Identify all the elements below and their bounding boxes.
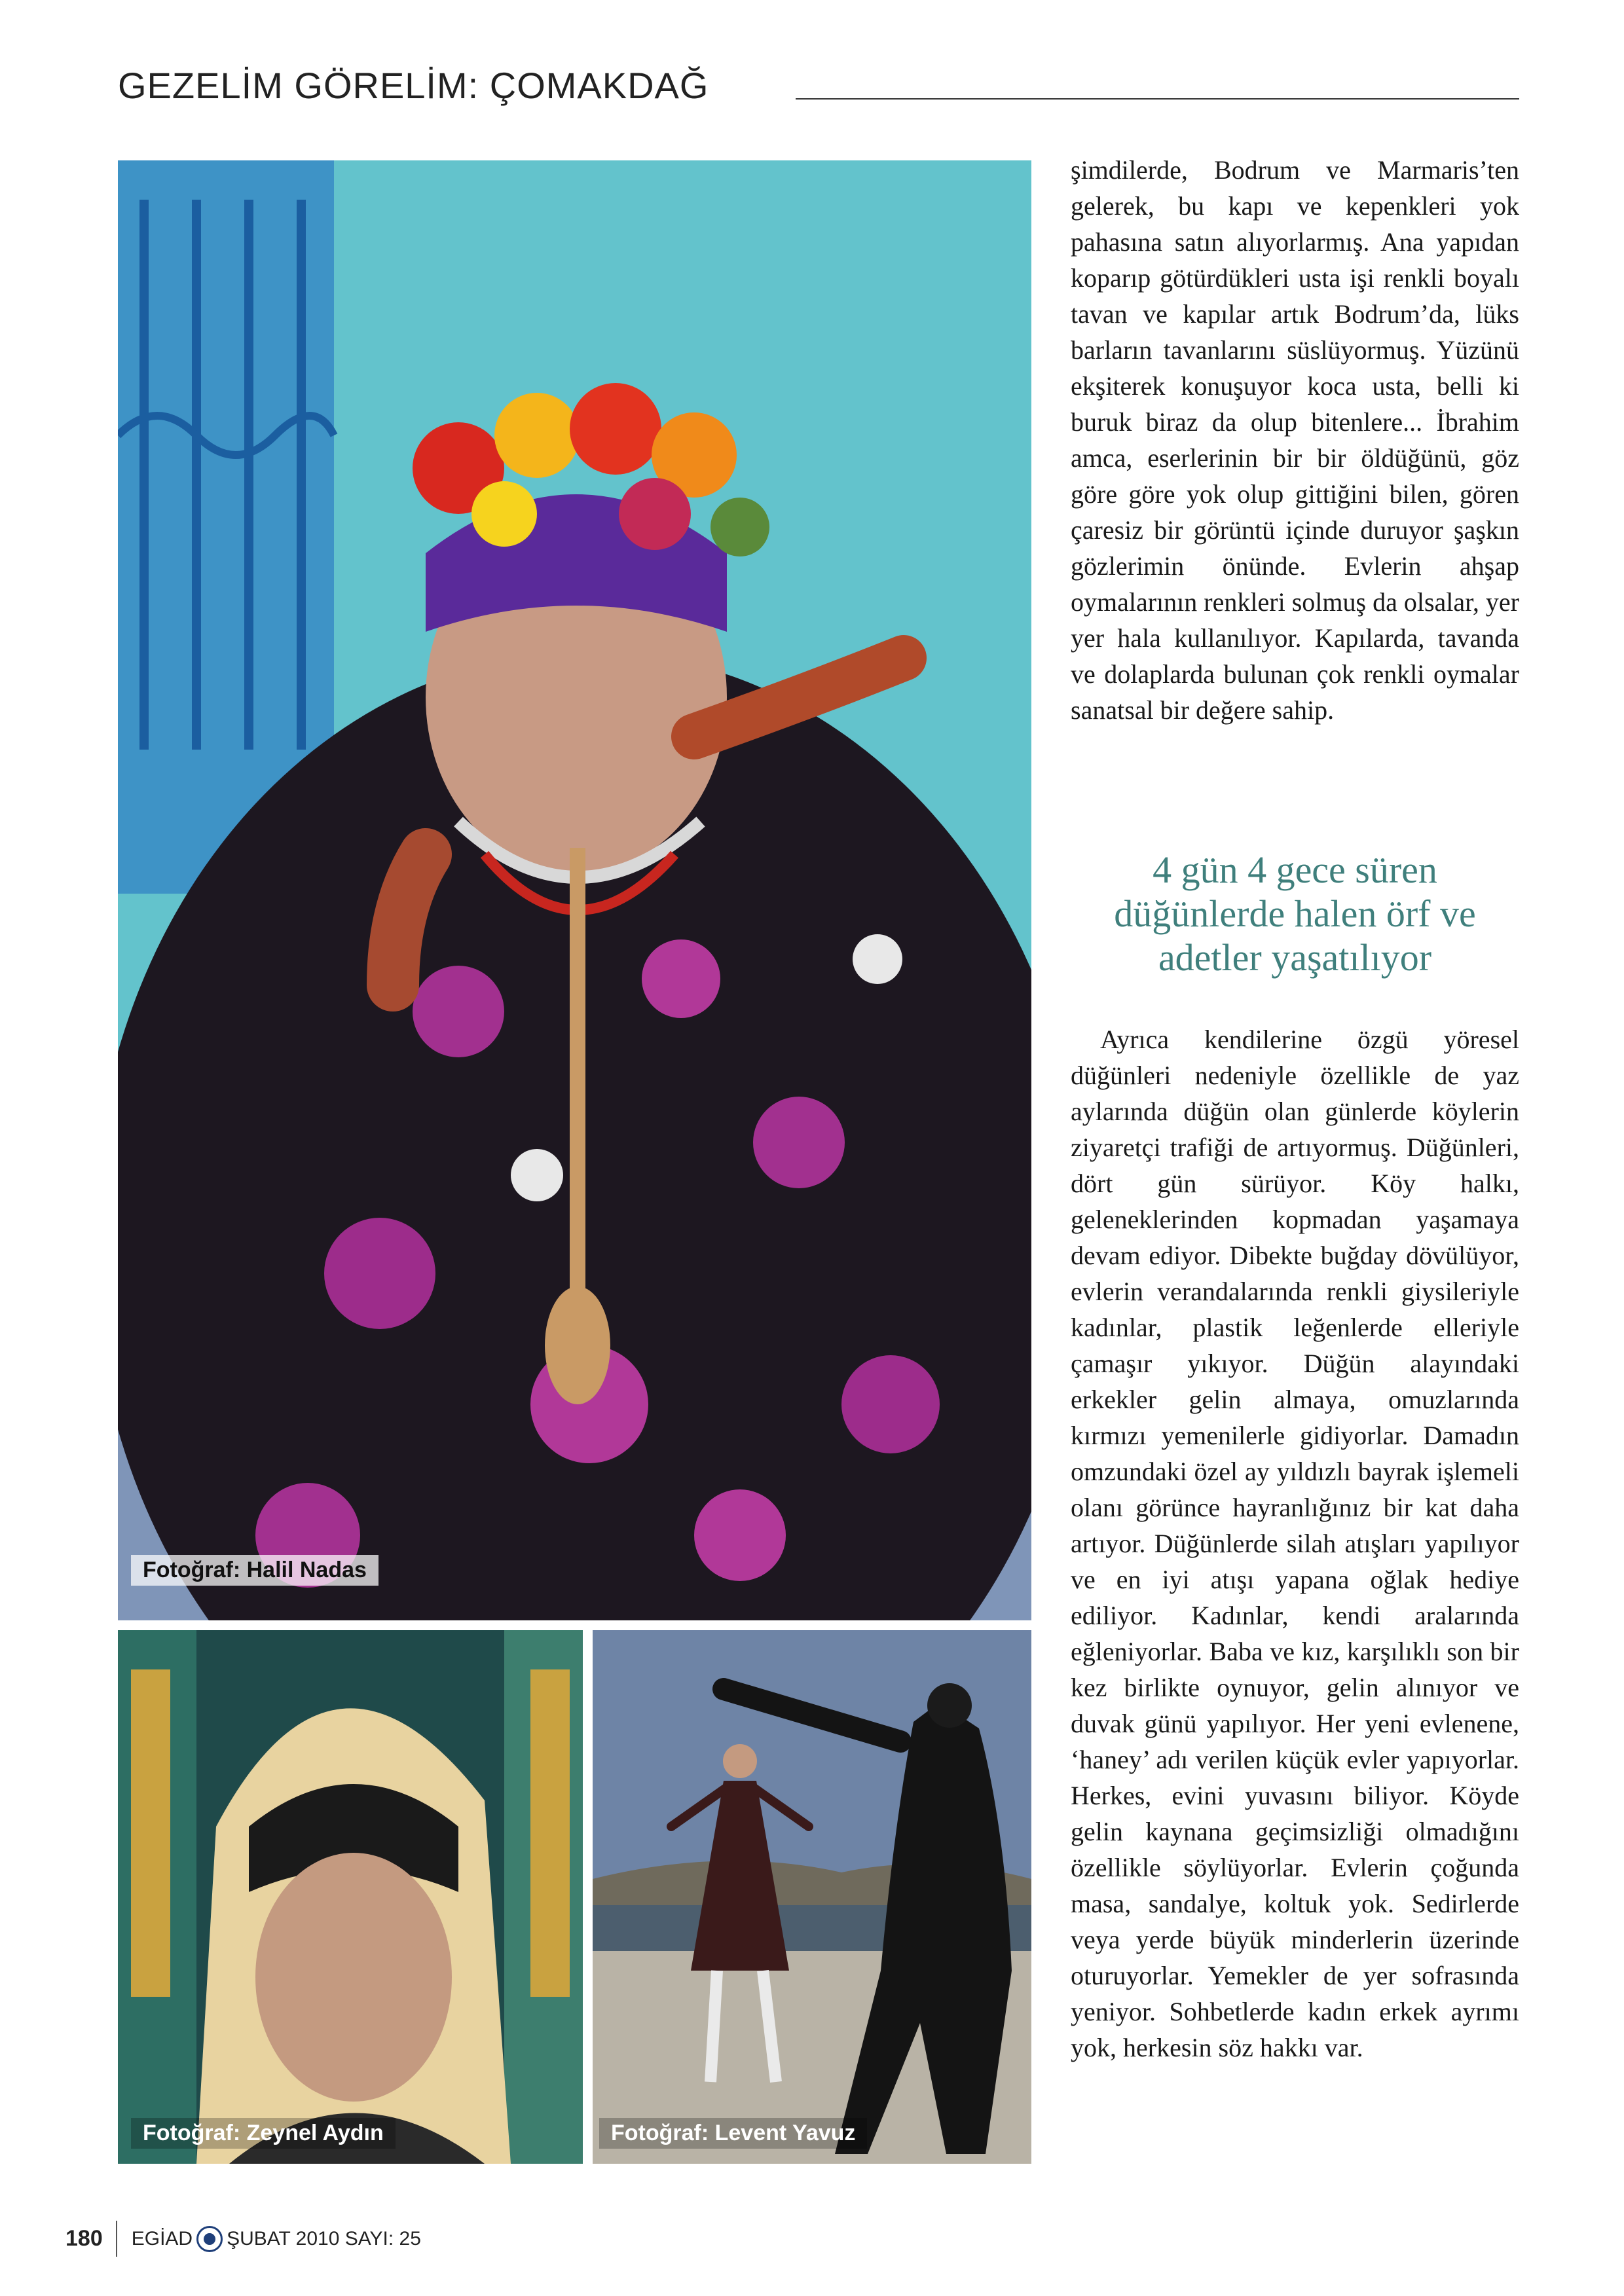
- article-subheading: 4 gün 4 gece süren düğünlerde halen örf ve adetler yaşatılıyor: [1114, 848, 1476, 979]
- issue-info: ŞUBAT 2010 SAYI: 25: [227, 2227, 421, 2250]
- article-column-bottom: [1071, 1021, 1519, 2066]
- article-column-top: [1071, 152, 1519, 728]
- photo-credit-main: Fotoğraf: Halil Nadas: [131, 1555, 378, 1586]
- main-photo-illustration: [118, 160, 1031, 1620]
- bottom-right-photo-illustration: [593, 1630, 1031, 2164]
- photo-credit-bottom-right: Fotoğraf: Levent Yavuz: [599, 2118, 867, 2149]
- photo-credit-bottom-left: Fotoğraf: Zeynel Aydın: [131, 2118, 396, 2149]
- header-rule: [796, 98, 1519, 100]
- page-number: 180: [65, 2226, 103, 2251]
- bottom-left-photo: [118, 1630, 583, 2164]
- footer-divider: [116, 2221, 117, 2257]
- bottom-left-photo-illustration: [118, 1630, 583, 2164]
- bottom-right-photo: [593, 1630, 1031, 2164]
- main-photo: [118, 160, 1031, 1620]
- brand-name: EGİAD: [131, 2227, 193, 2250]
- section-title: GEZELİM GÖRELİM: ÇOMAKDAĞ: [118, 65, 709, 106]
- page-footer: [65, 2221, 421, 2257]
- article-paragraph-2: Ayrıca kendilerine özgü yöresel düğünleri nedeniyle özellikle de yaz aylarında düğün olan günlerde köylerin ziyaretçi trafiği de artıyormuş. Düğünleri, dört gün sürüyor. Köy halkı, geleneklerinden kopmadan yaşamaya devam ediyor. Dibekte buğday dövülüyor, evlerin verandalarında renkli giysileriyle kadınlar, plastik leğenlerde elleriyle çamaşır yıkıyor. Düğün alayındaki erkekler gelin almaya, omuzlarında kırmızı yemenilerle gidiyorlar. Damadın omzundaki özel ay yıldızlı bayrak işlemeli olanı görünce hayranlığınız bir kat daha artıyor. Düğünlerde silah atışları yapılıyor ve en iyi atışı yapana oğlak hediye ediliyor. Kadınlar, kendi aralarında eğleniyorlar. Baba ve kız, karşılıklı son bir kez birlikte oynuyor, gelin alınıyor ve duvak günü yapılıyor. Her yeni evlenene, ‘haney’ adı verilen küçük evler yapıyorlar. Herkes, evini yuvasını biliyor. Köyde gelin kaynana geçimsizliği olmadığını özellikle söylüyorlar. Evlerin çoğunda masa, sandalye, koltuk yok. Sedirlerde veya yerde büyük minderlerin üzerinde oturuyorlar. Yemekler de yer sofrasında yeniyor. Sohbetlerde kadın erkek ayrımı yok, herkesin söz hakkı var.: [1071, 1025, 1519, 2062]
- egiad-emblem-icon: [196, 2226, 223, 2252]
- article-paragraph-1: şimdilerde, Bodrum ve Marmaris’ten gelerek, bu kapı ve kepenkleri yok pahasına satın alıyorlarmış. Ana yapıdan koparıp götürdükleri usta işi renkli boyalı tavan ve kapılar artık Bodrum’da, lüks barların tavanlarını süslüyormuş. Yüzünü ekşiterek konuşuyor koca usta, belli ki buruk biraz da olup bitenlere... İbrahim amca, eserlerinin bir bir öldüğünü, göz göre göre yok olup gittiğini bilen, gören çaresiz bir görüntü içinde duruyor şaşkın gözlerimin önünde. Evlerin ahşap oymalarının renkleri solmuş da olsalar, yer yer hala kullanılıyor. Kapılarda, tavanda ve dolaplarda bulunan çok renkli oymalar sanatsal bir değere sahip.: [1071, 155, 1519, 725]
